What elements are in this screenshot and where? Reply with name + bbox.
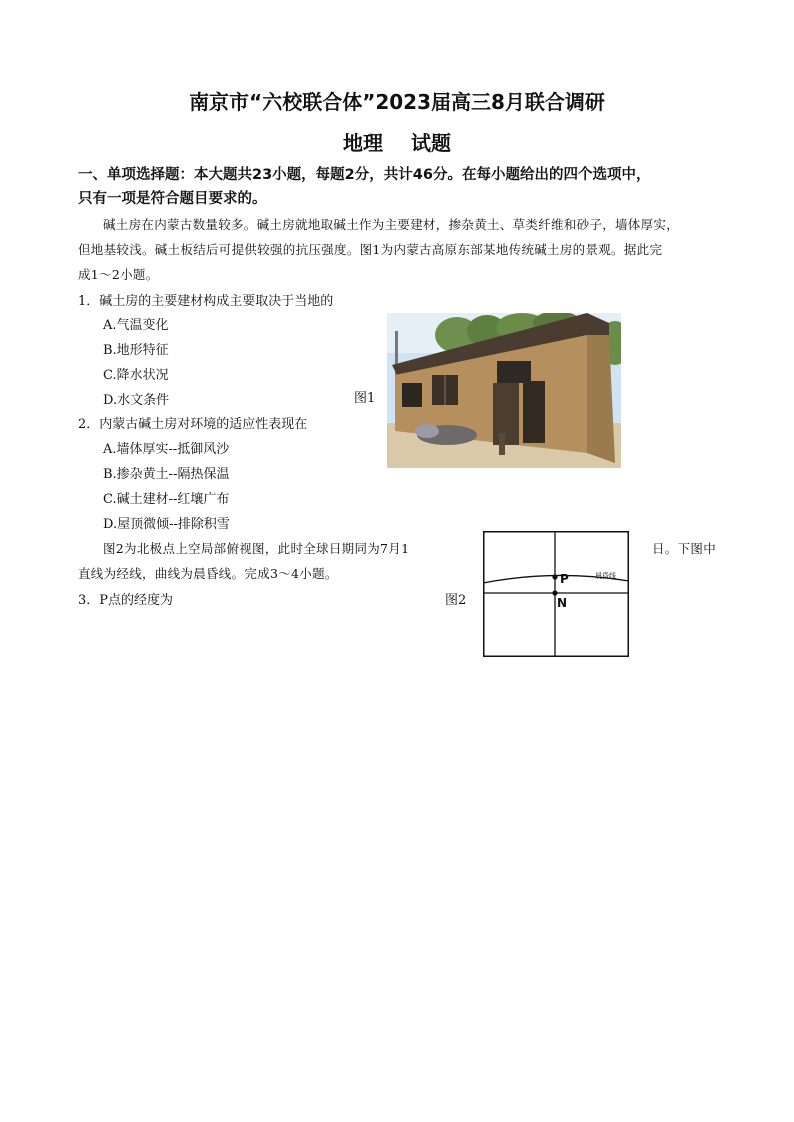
- question-2-option-c: C.碱土建材--红壤广布: [103, 492, 230, 507]
- question-1-option-a: A.气温变化: [103, 318, 169, 333]
- page-title: 南京市“六校联合体”2023届高三8月联合调研: [189, 90, 605, 114]
- point-n-label: N: [557, 596, 568, 610]
- exam-label: 试题: [411, 131, 451, 155]
- subject-label: 地理: [343, 131, 383, 155]
- point-p-dot: [552, 574, 557, 579]
- figure-2-label: 图2: [445, 593, 467, 608]
- question-3-stem: 3．P点的经度为: [78, 593, 174, 608]
- question-1-option-b: B.地形特征: [103, 343, 169, 358]
- question-2-option-b: B.掺杂黄土--隔热保温: [103, 467, 230, 482]
- question-2-option-a: A.墙体厚实--抵御风沙: [103, 442, 230, 457]
- question-1-option-c: C.降水状况: [103, 368, 169, 383]
- point-n-dot: [552, 590, 557, 595]
- question-1-option-d: D.水文条件: [103, 393, 170, 408]
- passage1-line3: 成1～2小题。: [78, 267, 159, 282]
- section-instructions-line2: 只有一项是符合题目要求的。: [78, 191, 267, 207]
- question-2-stem: 2．内蒙古碱土房对环境的适应性表现在: [78, 417, 308, 432]
- terminator-label: 晨昏线: [595, 572, 616, 580]
- figure-2-svg: [483, 531, 629, 657]
- point-p-label: P: [560, 572, 569, 586]
- figure-1-label: 图1: [354, 391, 376, 406]
- passage2-line1-start: 图2为北极点上空局部俯视图，此时全球日期同为7月1: [103, 541, 410, 556]
- question-2-option-d: D.屋顶微倾--排除积雪: [103, 517, 230, 532]
- passage1-line1: 碱土房在内蒙古数量较多。碱土房就地取碱土作为主要建材，掺杂黄土、草类纤维和砂子，墙体厚实，: [103, 217, 680, 232]
- passage2-line1-end: 日。下图中: [652, 541, 717, 556]
- passage1-line2: 但地基较浅。碱土板结后可提供较强的抗压强度。图1为内蒙古高原东部某地传统碱土房的景观。据此完: [78, 242, 663, 257]
- passage2-line2: 直线为经线，曲线为晨昏线。完成3～4小题。: [78, 566, 338, 581]
- page-subtitle: [0, 127, 794, 156]
- figure-2-diagram: [483, 531, 629, 657]
- section-instructions-line1: 一、单项选择题：本大题共23小题，每题2分，共计46分。在每小题给出的四个选项中，: [78, 167, 651, 183]
- question-1-stem: 1．碱土房的主要建材构成主要取决于当地的: [78, 294, 334, 309]
- figure-1-photo: [387, 313, 621, 468]
